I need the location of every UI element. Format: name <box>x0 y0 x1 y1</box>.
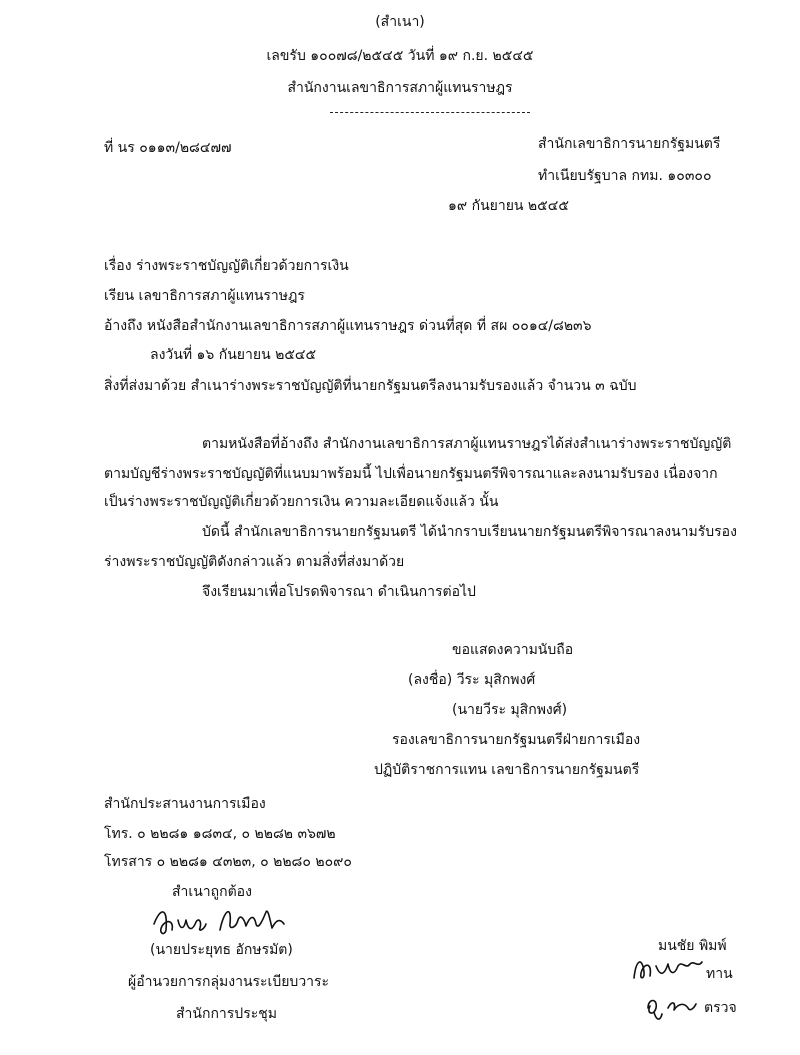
certified-copy-label: สำเนาถูกต้อง <box>172 884 252 900</box>
header-divider <box>330 112 530 113</box>
body-paragraph-2-line-1: บัดนี้ สำนักเลขาธิการนายกรัฐมนตรี ได้นำกราบเรียนนายกรัฐมนตรีพิจารณาลงนามรับรอง <box>202 524 737 540</box>
proofreader-signature <box>628 950 708 986</box>
received-number: เลขรับ ๑๐๐๗๘/๒๕๔๕ วันที่ ๑๙ ก.ย. ๒๕๔๕ <box>266 48 534 64</box>
typist-line: มนชัย พิมพ์ <box>658 938 727 954</box>
certifier-signature <box>150 900 300 940</box>
closing-acting: ปฏิบัติราชการแทน เลขาธิการนายกรัฐมนตรี <box>374 762 640 778</box>
contact-phone: โทร. ๐ ๒๒๘๑ ๑๘๓๔, ๐ ๒๒๘๒ ๓๖๗๒ <box>104 826 336 842</box>
body-paragraph-1-line-3: เป็นร่างพระราชบัญญัติเกี่ยวด้วยการเงิน ความละเอียดแจ้งแล้ว นั้น <box>104 494 499 510</box>
contact-department: สำนักประสานงานการเมือง <box>104 796 266 812</box>
sender-address: ทำเนียบรัฐบาล กทม. ๑๐๓๐๐ <box>538 168 712 184</box>
sender-office: สำนักเลขาธิการนายกรัฐมนตรี <box>538 136 721 152</box>
contact-fax: โทรสาร ๐ ๒๒๘๑ ๔๓๒๓, ๐ ๒๒๘๐ ๒๐๙๐ <box>104 854 352 870</box>
closing-regards: ขอแสดงความนับถือ <box>452 642 574 658</box>
certifier-position: ผู้อำนวยการกลุ่มงานระเบียบวาระ <box>128 974 330 990</box>
document-number: ที่ นร ๐๑๑๓/๒๘๔๗๗ <box>104 140 232 156</box>
checker-signature <box>640 990 700 1024</box>
reference-date-line: ลงวันที่ ๑๖ กันยายน ๒๕๔๕ <box>150 347 317 363</box>
body-paragraph-3: จึงเรียนมาเพื่อโปรดพิจารณา ดำเนินการต่อไป <box>202 584 476 600</box>
addressee-line: เรียน เลขาธิการสภาผู้แทนราษฎร <box>104 288 305 304</box>
subject-line: เรื่อง ร่างพระราชบัญญัติเกี่ยวด้วยการเงิน <box>104 258 349 274</box>
body-paragraph-1-line-2: ตามบัญชีร่างพระราชบัญญัติที่แนบมาพร้อมนี้ ไปเพื่อนายกรัฐมนตรีพิจารณาและลงนามรับรอง เนื่องจาก <box>104 466 718 482</box>
certifier-name: (นายประยุทธ อักษรมัต) <box>150 942 293 958</box>
body-paragraph-2-line-2: ร่างพระราชบัญญัติดังกล่าวแล้ว ตามสิ่งที่ส่งมาด้วย <box>104 554 405 570</box>
received-office: สำนักงานเลขาธิการสภาผู้แทนราษฎร <box>287 80 513 96</box>
proofread-label: ทาน <box>706 966 733 982</box>
checked-label: ตรวจ <box>704 1000 737 1016</box>
enclosure-line: สิ่งที่ส่งมาด้วย สำเนาร่างพระราชบัญญัติที่นายกรัฐมนตรีลงนามรับรองแล้ว จำนวน ๓ ฉบับ <box>104 378 637 394</box>
certifier-office: สำนักการประชุม <box>176 1006 277 1022</box>
closing-position: รองเลขาธิการนายกรัฐมนตรีฝ่ายการเมือง <box>392 732 641 748</box>
copy-mark: (สำเนา) <box>375 14 425 30</box>
closing-signed: (ลงชื่อ) วีระ มุสิกพงศ์ <box>408 672 536 688</box>
reference-line: อ้างถึง หนังสือสำนักงานเลขาธิการสภาผู้แทนราษฎร ด่วนที่สุด ที่ สผ ๐๐๑๔/๘๒๓๖ <box>104 318 592 334</box>
letter-date: ๑๙ กันยายน ๒๕๔๕ <box>448 198 569 214</box>
closing-name: (นายวีระ มุสิกพงศ์) <box>452 702 568 718</box>
body-paragraph-1-line-1: ตามหนังสือที่อ้างถึง สำนักงานเลขาธิการสภาผู้แทนราษฎรได้ส่งสำเนาร่างพระราชบัญญัติ <box>202 436 732 452</box>
